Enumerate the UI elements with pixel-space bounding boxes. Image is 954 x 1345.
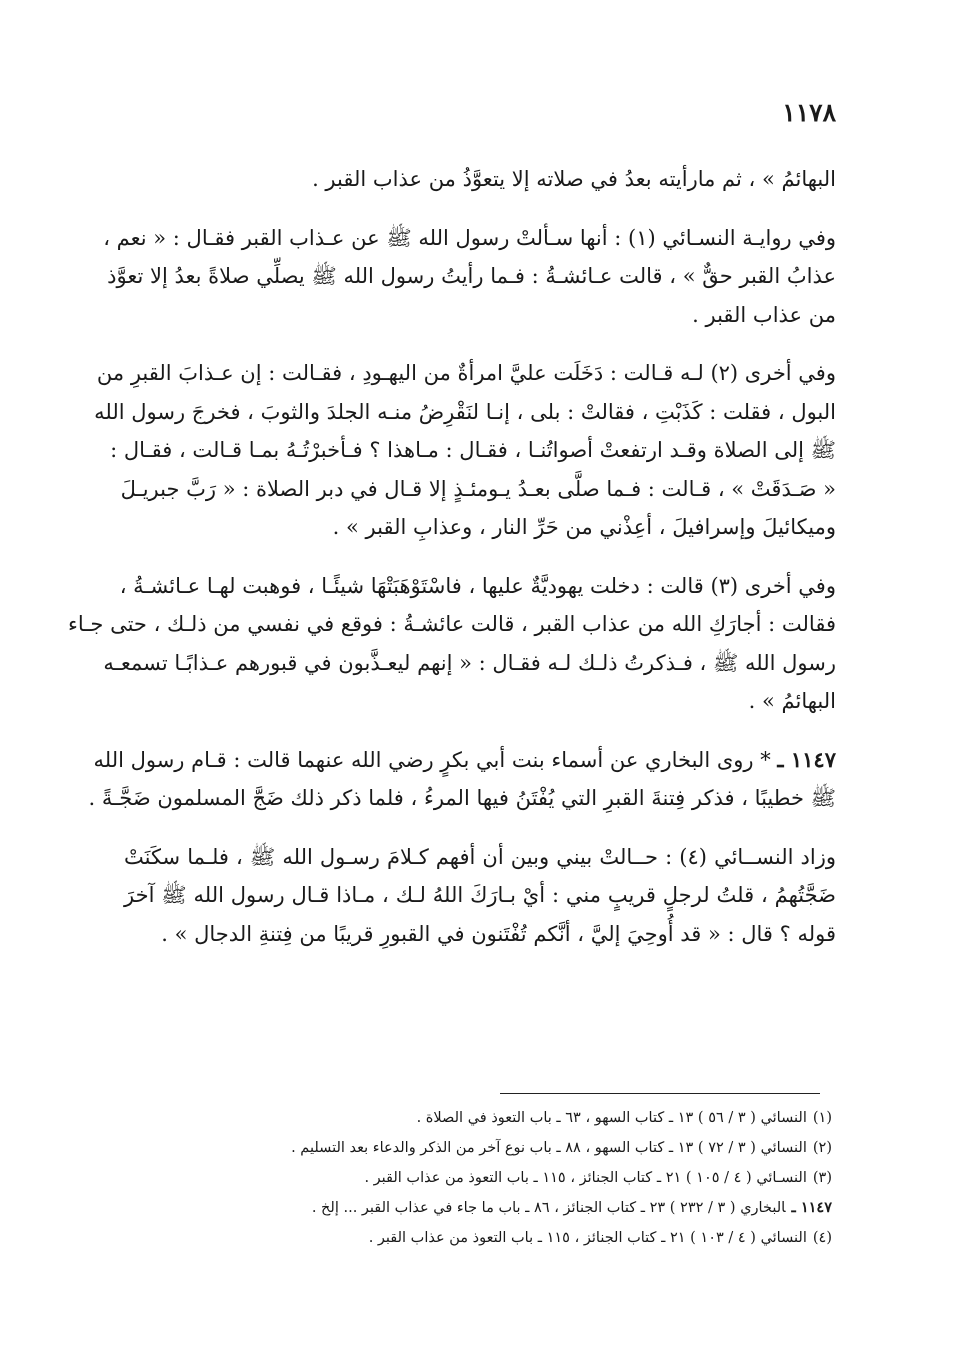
text-line: ضَجَّتُهمُ ، قلتُ لرجلٍ قريبٍ مني : أيْ بـارَكَ اللهُ لـك ، مـاذا قـال رسول الله ﷺ آخرَ: [124, 883, 836, 907]
page-number: ١١٧٨: [782, 98, 836, 127]
text-line: البهائمُ » ، ثم مارأيته بعدُ في صلاته إلا يتعوَّذُ من عذاب القبر .: [312, 167, 836, 191]
body-text: [67, 160, 836, 973]
text-line: [93, 741, 836, 780]
paragraph-1: [124, 160, 836, 199]
footnote: [132, 1133, 832, 1163]
text-line: البول ، فقلت : كَذَبْتِ ، فقالتْ : بلى ، إنـا لنَقْرِضُ منـه الجلدَ والثوبَ ، فخرجَ رسول الله: [94, 399, 836, 424]
footnote-mark: (٣): [812, 1170, 832, 1186]
paragraph-3: [94, 354, 836, 547]
footnote-text: النسائي ( ٣ / ٥٦ ) ١٣ ـ كتاب السهو ، ٦٣ ـ باب التعوذ في الصلاة .: [416, 1110, 807, 1126]
footnote: [132, 1103, 832, 1133]
text-line: « صَـدَقَتْ » ، قـالت : فـما صلَّى بعـدُ يـومئـذٍ إلا قـال في دبر الصلاة : « رَبَّ جبريـلَ: [120, 476, 836, 501]
hadith-text: * روى البخاري عن أسماء بنت أبي بكرٍ رضي الله عنهما قالت : قـام رسول الله: [93, 747, 778, 772]
paragraph-2: [103, 219, 836, 335]
footnote: [132, 1193, 832, 1223]
text-line: وميكائيلَ وإسرافيلَ ، أعِذْني من حَرِّ النار ، وعذابِ القبر » .: [332, 515, 836, 539]
text-line: من عذاب القبر .: [692, 302, 836, 327]
text-line: البهائمُ » .: [748, 689, 836, 713]
text-line: عذابُ القبر حقٌّ » ، قالت عـائشـةُ : فـما رأيتُ رسول الله ﷺ يصلِّي صلاةً بعدُ إلا تعوَّذ: [107, 264, 836, 288]
footnote-mark: ١١٤٧ ـ: [791, 1199, 832, 1216]
hadith-number: ١١٤٧ ـ: [777, 746, 836, 772]
footnote-text: النسائي ( ٣ / ٧٢ ) ١٣ ـ كتاب السهو ، ٨٨ ـ باب نوع آخر من الذكر والدعاء بعد التسليم .: [291, 1140, 807, 1156]
footnote-text: النسائي ( ٤ / ١٠٣ ) ٢١ ـ كتاب الجنائز ، ١١٥ ـ باب التعوذ من عذاب القبر .: [368, 1230, 807, 1246]
footnote: [132, 1163, 832, 1193]
text-line: وفي روايـة النسـائي (١) : أنها سـألتْ رسول الله ﷺ عن عـذاب القبر فقـال : « نعم ،: [103, 225, 836, 250]
footnote-divider: [500, 1093, 820, 1094]
text-line: وفي أخرى (٢) لـه قـالت : دَخَلَت عليَّ امرأةٌ من اليهـودِ ، فقـالت : إن عـذابَ القبرِ من: [96, 361, 836, 385]
paragraph-4: [67, 567, 836, 721]
text-line: وزاد النســائي (٤) : حــالتْ بيني وبين أن أفهم كـلامَ رسـول الله ﷺ ، فلـما سكَنَتْ: [124, 844, 836, 869]
footnote-mark: (٢): [812, 1140, 832, 1156]
footnote-text: النسـائي ( ٤ / ١٠٥ ) ٢١ ـ كتاب الجنائز ، ١١٥ ـ باب التعوذ من عذاب القبر .: [364, 1170, 807, 1186]
footnote: [132, 1223, 832, 1253]
text-line: وفي أخرى (٣) قالت : دخلت يهوديَّةٌ عليها ، فاسْتَوْهَبَتْهَا شيئًـا ، فوهبت لهـا عـائشـةُ ،: [119, 573, 836, 598]
paragraph-hadith-1147: [88, 741, 836, 818]
footnote-mark: (١): [812, 1110, 832, 1126]
text-line: رسول الله ﷺ ، فـذكرتُ ذلـك لـه فقـال : « إنهم ليعـذَّبون في قبورهم عـذابًـا تسمعـه: [103, 650, 836, 675]
footnotes: [132, 1103, 832, 1253]
text-line: ﷺ خطيبًا ، فذكر فِتنةَ القبرِ التي يُفْتَنُ فيها المرءُ ، فلما ذكر ذلك ضَجَّ المسلمون ضَجَّـةً .: [88, 786, 836, 810]
text-line: ﷺ إلى الصلاة وقـد ارتفعتْ أصواتُنـا ، فقـال : مـاهذا ؟ فـأخبرْتُـهُ بمـا قـالت ، فقـال :: [110, 438, 836, 462]
paragraph-6: [124, 838, 836, 954]
text-line: قوله ؟ قال : « قد أُوحِيَ إليَّ ، أنَّكم تُفْتَنون في القبورِ قريبًا من فِتنةِ الدجال » .: [161, 921, 836, 946]
footnote-text: البخاري ( ٣ / ٢٣٢ ) ٢٣ ـ كتاب الجنائز ، ٨٦ ـ باب ما جاء في عذاب القبر ... إلخ .: [311, 1200, 786, 1216]
text-line: فقالت : أجارَكِ الله من عذاب القبر ، قالت عائشـةُ : فوقع في نفسي من ذلـك ، حتى جـاء: [67, 612, 836, 636]
footnote-mark: (٤): [812, 1230, 832, 1246]
